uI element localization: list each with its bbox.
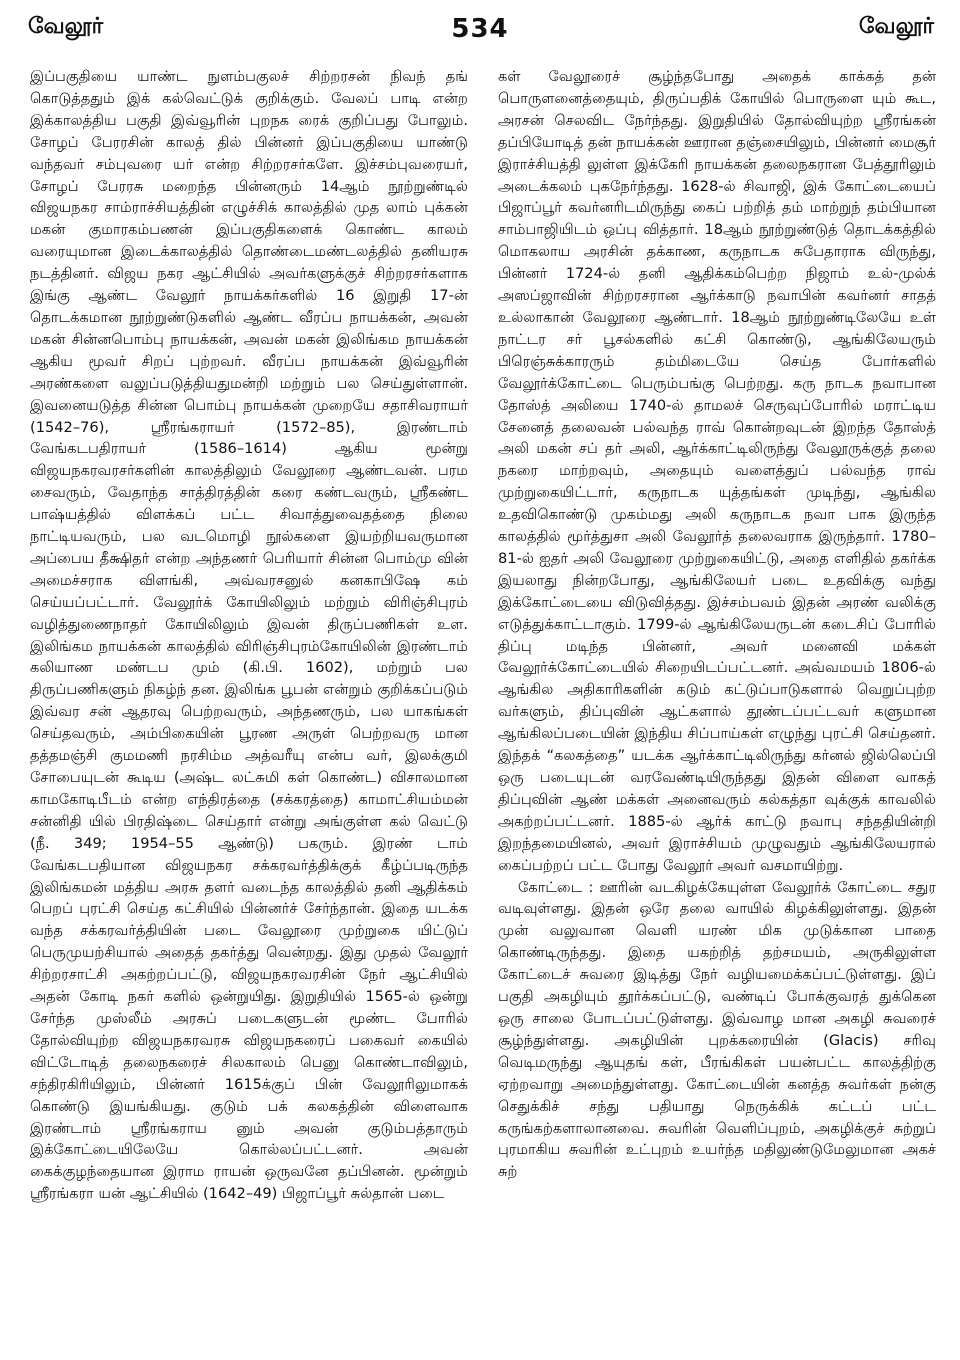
body-paragraph: கள் வேலூரைச் சூழ்ந்தபோது அதைக் காக்கத் தன் பொருளனைத்தையும், திருப்பதிக் கோயில் பொருளை யும் கூட, அரசன் செலவிட நேர்ந்தது. இறுதியில் தோல்வியுற்ற ஸ்ரீரங்கன் தப்பியோடித் தன் நாயக்கன் ஊரான தஞ்சையிலும், பின்னர் மைசூர் இராச்சியத்தி லுள்ள இக்கேரி நாயக்கன் தலைநகரான பேத்தூரிலும் அடைக்கலம் புகநேர்ந்தது. 1628-ல் சிவாஜி, இக் கோட்டையைப் பிஜாப்பூர் கவர்னரிடமிருந்து கைப் பற்றித் தம் மாற்றுந் தம்பியான சாம்பாஜியிடம் ஒப்பு வித்தார். 18ஆம் நூற்றுண்டுத் தொடக்கத்தில் மொகலாய அரசின் தக்காண, கருநாடக சுபேதாராக விருந்து, பின்னர் 1724-ல் தனி ஆதிக்கம்பெற்ற நிஜாம் உல்-முல்க் அஸப்ஜாவின் சிற்றரசரான ஆர்க்காடு நவாபின் கவர்னர் சாதத் உல்லாகான் வேலூரை ஆண்டார். 18ஆம் நூற்றுண்டிலேயே உள் நாட்டர சர் பூசல்களில் கட்சி கொண்டு, ஆங்கிலேயரும் பிரெஞ்சுக்காரரும் தம்மிடையே செய்த போர்களில் வேலூர்க்கோட்டை பெரும்பங்கு பெற்றது. கரு நாடக நவாபான தோஸ்த் அலியை 1740-ல் தாமலச் செருவுப்போரில் மராட்டிய சேனைத் தலைவன் பல்வந்த ராவ் கொன்றவுடன் இறந்த தோஸ்த் அலி மகன் சப் தர் அலி, ஆர்க்காட்டிலிருந்து வேலூருக்குத் தலை நகரை மாற்றவும், அதையும் வளைத்துப் பல்வந்த ராவ் முற்றுகையிட்டார், கருநாடக யுத்தங்கள் முடிந்து, ஆங்கில உதவிகொண்டு முகம்மது அலி கருநாடக நவா பாக இருந்த காலத்தில் மூர்த்துசா அலி வேலூர்த் தலைவராக இருந்தார். 1780–81-ல் ஐதர் அலி வேலூரை முற்றுகையிட்டு, அதை எளிதில் தகர்க்க இயலாது நின்றபோது, ஆங்கிலேயர் படை உதவிக்கு வந்து இக்கோட்டையை விடுவித்தது. இச்சம்பவம் இதன் அரண் வலிக்கு எடுத்துக்காட்டாகும். 1799-ல் ஆங்கிலேயருடன் கடைசிப் போரில் திப்பு மடிந்த பின்னர், அவர் மனைவி மக்கள் வேலூர்க்கோட்டையில் சிறையிடப்பட்டனர். அவ்வமயம் 1806-ல் ஆங்கில அதிகாரிகளின் கடும் கட்டுப்பாடுகளால் வெறுப்புற்ற வர்களும், திப்புவின் ஆட்களால் தூண்டப்பட்டவர் களுமான ஆங்கிலப்படையின் இந்திய சிப்பாய்கள் எழுந்து புரட்சி செய்தனர். இந்தக் “கலகத்தை” யடக்க ஆர்க்காட்டிலிருந்து கர்னல் ஜில்லெப்பி ஒரு படையுடன் வரவேண்டியிருந்தது இதன் விளை வாகத் திப்புவின் ஆண் மக்கள் அனைவரும் கல்கத்தா வுக்குக் காவலில் அகற்றப்பட்டனர். 1885-ல் ஆர்க் காட்டு நவாபு சந்ததியின்றி இறந்தமையினல், அவர் இராச்சியம் முழுவதும் ஆங்கிலேயரால் கைப்பற்றப் பட்ட போது வேலூர் அவர் வசமாயிற்று. — [498, 68, 936, 874]
body-paragraph: இப்பகுதியை யாண்ட நுளம்பகுலச் சிற்றரசன் நிவந் தங் கொடுத்ததும் இக் கல்வெட்டுக் குறிக்கும். வேலப் பாடி என்ற இக்காலத்திய பகுதி இவ்வூரின் புறநக ரைக் குறிப்பது போலும். சோழப் பேரரசின் காலத் தில் பின்னர் இப்பகுதியை யாண்டு வந்தவர் சம்புவரை யர் என்ற சிற்றரசர்களே. இச்சம்புவரையர், சோழப் பேரரசு மறைந்த பின்னரும் 14ஆம் நூற்றுண்டில் விஜயநகர சாம்ராச்சியத்தின் எழுச்சிக் காலத்தில் முத லாம் புக்கன் மகன் குமாரகம்பணன் இப்பகுதிகளைக் கொண்ட காலம் வரையுமான இடைக்காலத்தில் தொண்டைமண்டலத்தில் தனியரசு நடத்தினர். விஜய நகர ஆட்சியில் அவர்களுக்குச் சிற்றரசர்களாக இங்கு ஆண்ட வேலூர் நாயக்கர்களில் 16 இறுதி 17-ன் தொடக்கமான நூற்றுண்டுகளில் ஆண்ட வீரப்ப நாயக்கன், அவன் மகன் சின்னபொம்பு நாயக்கன், அவன் மகன் இலிங்கம நாயக்கன் ஆகிய மூவர் சிறப் புற்றவர். வீரப்ப நாயக்கன் இவ்வூரின் அரண்களை வலுப்படுத்தியதுமன்றி மற்றும் பல செய்துள்ளான். இவனையடுத்த சின்ன பொம்பு நாயக்கன் முறையே சதாசிவராயர் (1542–76), ஸ்ரீரங்கராயர் (1572–85), இரண்டாம் வேங்கடபதிராயர் (1586–1614) ஆகிய மூன்று விஜயநகரவரசர்களின் காலத்திலும் வேலூரை ஆண்டவன். பரம சைவரும், வேதாந்த சாத்திரத்தின் கரை கண்டவரும், ஸ்ரீகண்ட பாஷ்யத்தில் விளக்கப் பட்ட சிவாத்துவைதத்தை நிலை நாட்டியவரும், பல வடமொழி நூல்களை இயற்றியவருமான அப்பைய தீக்ஷிதர் என்ற அந்தணர் பெரியார் சின்ன பொம்மு வின் அமைச்சராக விளங்கி, அவ்வரசனுல் கனகாபிஷே கம் செய்யப்பட்டார். வேலூர்க் கோயிலிலும் மற்றும் விரிஞ்சிபுரம் வழித்துணைநாதர் கோயிலிலும் இவன் திருப்பணிகள் உள. இலிங்கம நாயக்கன் காலத்தில் விரிஞ்சிபுரம்கோயிலின் இரண்டாம் கலியாண மண்டப மும் (கி.பி. 1602), மற்றும் பல திருப்பணிகளும் நிகழ்ந் தன. இலிங்க பூபன் என்றும் குறிக்கப்படும் இவ்வர சன் ஆதரவு பெற்றவரும், அந்தணரும், பல யாகங்கள் செய்தவரும், அம்பிகையின் பூரண அருள் பெற்றவரு மான தத்தமஞ்சி குமமணி நரசிம்ம அத்வரீயு என்ப வர், இலக்குமி சோபையுடன் கூடிய (அஷ்ட லட்சுமி கள் கொண்ட) விசாலமான காமகோடிபீடம் என்ற எந்திரத்தை (சக்கரத்தை) காமாட்சியம்மன் சன்னிதி யில் பிரதிஷ்டை செய்தார் என்று அங்குள்ள கல் வெட்டு (நீ. 349; 1954–55 ஆண்டு) பகரும். இரண் டாம் வேங்கடபதியான விஜயநகர சக்கரவர்த்திக்குக் கீழ்ப்படிருந்த இலிங்கமன் மத்திய அரசு தளர் வடைந்த காலத்தில் தனி ஆதிக்கம் பெறப் புரட்சி செய்த கட்சியில் பின்னர்ச் சேர்ந்தான். இதை யடக்க வந்த சக்கரவர்த்தியின் படை வேலூரை முற்றுகை யிட்டுப் பெருமுயற்சியால் அதைத் தகர்த்து வென்றது. இது முதல் வேலூர் சிற்றரசாட்சி அகற்றப்பட்டு, விஜயநகரவரசின் நேர் ஆட்சியில் அதன் கோடி நகர் களில் ஒன்றுயிது. இறுதியில் 1565-ல் ஒன்று சேர்ந்த முஸ்லீம் அரசுப் படைகளுடன் மூண்ட போரில் தோல்வியுற்ற விஜயநகரவரசு விஜயநகரைப் பகைவர் கையில் விட்டோடித் தலைநகரைச் சிலகாலம் பெனு கொண்டாவிலும், சந்திரகிரியிலும், பின்னர் 1615க்குப் பின் வேலூரிலுமாகக் கொண்டு இயங்கியது. குடும் பக் கலகத்தின் விளைவாக இரண்டாம் ஸ்ரீரங்கராய னும் அவன் குடும்பத்தாரும் இக்கோட்டையிலேயே கொல்லப்பட்டனர். அவன் கைக்குழந்தையான இராம ராயன் ஒருவனே தப்பினன். மூன்றும் ஸ்ரீரங்கரா யன் ஆட்சியில் (1642–49) பிஜாப்பூர் சுல்தான் படை — [30, 68, 468, 1203]
running-header-left: வேலூர் — [28, 14, 104, 39]
right-column — [498, 66, 936, 1351]
left-column — [30, 66, 468, 1351]
page-number: 534 — [451, 14, 509, 44]
body-paragraph-fort: கோட்டை : ஊரின் வடகிழக்கேயுள்ள வேலூர்க் கோட்டை சதுர வடிவுள்ளது. இதன் ஒரே தலை வாயில் கிழக்கிலுள்ளது. இதன் முன் வலுவான வெளி யரண் மிக முடுக்கான பாதை கொண்டிருந்தது. இதை யகற்றித் தற்சமயம், அருகிலுள்ள கோட்டைச் சுவரை இடித்து நேர் வழியமைக்கப்பட்டுள்ளது. இப் பகுதி அகழியும் தூர்க்கப்பட்டு, வண்டிப் போக்குவரத் துக்கென ஒரு சாலை போடப்பட்டுள்ளது. இவ்வாழ மான அகழி சுவரைச் சூழ்ந்துள்ளது. அகழியின் புறக்கரையின் (Glacis) சரிவு வெடிமருந்து ஆயுதங் கள், பீரங்கிகள் பயன்பட்ட காலத்திற்கு ஏற்றவாறு அமைந்துள்ளது. கோட்டையின் கனத்த சுவர்கள் நன்கு செதுக்கிச் சந்து பதியாது நெருக்கிக் கட்டப் பட்ட கருங்கற்களாலானவை. சுவரின் வெளிப்புறம், அகழிக்குச் சுற்றுப் புரமாகிய சுவரின் உட்புறம் உயர்ந்த மதிலுண்டுமேலுமான அகச் சுற் — [498, 878, 936, 1181]
running-header-right: வேலூர் — [858, 14, 934, 39]
